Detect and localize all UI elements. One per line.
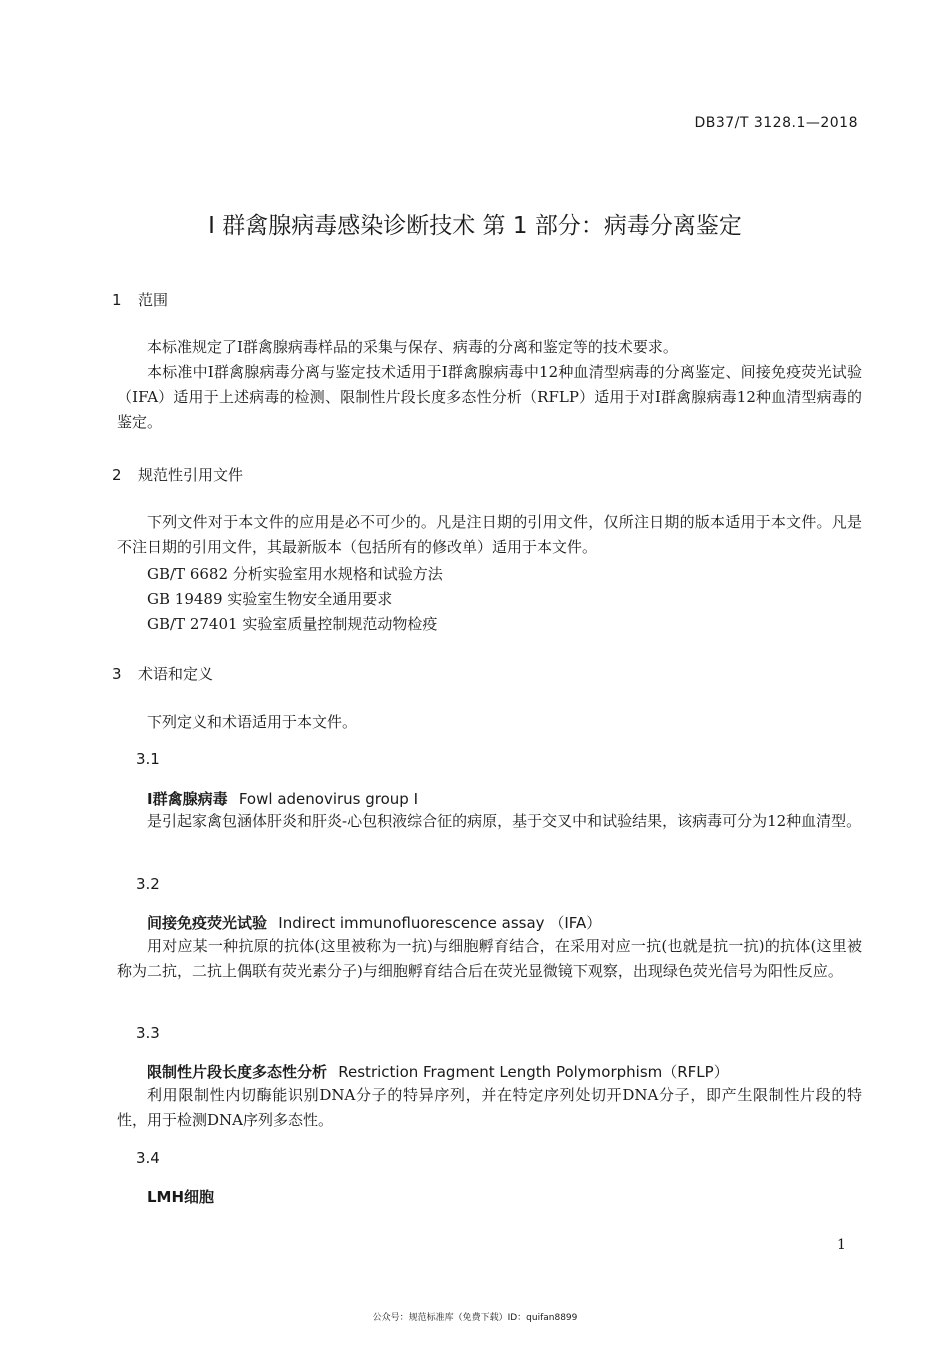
term-english: Indirect immunofluorescence assay （IFA）	[278, 914, 602, 932]
section-heading-1	[112, 289, 168, 310]
term-english: Restriction Fragment Length Polymorphism（RFLP）	[338, 1063, 729, 1081]
page-number: 1	[837, 1237, 846, 1253]
term-definition: 利用限制性内切酶能识别DNA分子的特异序列，并在特定序列处切开DNA分子，即产生限制性片段的特性，用于检测DNA序列多态性。	[117, 1086, 862, 1129]
term-number: 3.2	[136, 875, 160, 893]
term-title	[147, 788, 418, 809]
section-heading-3	[112, 663, 213, 684]
term-number: 3.3	[136, 1024, 160, 1042]
paragraph: 本标准中I群禽腺病毒分离与鉴定技术适用于I群禽腺病毒中12种血清型病毒的分离鉴定、间接免疫荧光试验（IFA）适用于上述病毒的检测、限制性片段长度多态性分析（RFLP）适用于对I群禽腺病毒12种血清型病毒的鉴定。	[117, 363, 862, 431]
term-chinese: 限制性片段长度多态性分析	[147, 1063, 328, 1081]
term-number: 3.1	[136, 750, 160, 768]
reference-item: GB 19489 实验室生物安全通用要求	[147, 590, 393, 608]
reference-item: GB/T 6682 分析实验室用水规格和试验方法	[147, 565, 443, 583]
reference-item: GB/T 27401 实验室质量控制规范动物检疫	[147, 615, 438, 633]
paragraph: 下列文件对于本文件的应用是必不可少的。凡是注日期的引用文件，仅所注日期的版本适用于本文件。凡是不注日期的引用文件，其最新版本（包括所有的修改单）适用于本文件。	[117, 513, 862, 556]
section-number: 1	[112, 291, 122, 309]
section-number: 3	[112, 665, 122, 683]
term-definition: 是引起家禽包涵体肝炎和肝炎-心包积液综合征的病原，基于交叉中和试验结果，该病毒可分为12种血清型。	[147, 812, 862, 830]
term-chinese: I群禽腺病毒	[147, 790, 228, 808]
document-code: DB37/T 3128.1—2018	[694, 115, 858, 131]
section-number: 2	[112, 466, 122, 484]
paragraph: 本标准规定了I群禽腺病毒样品的采集与保存、病毒的分离和鉴定等的技术要求。	[147, 338, 678, 356]
section-heading-2	[112, 464, 243, 485]
section-title: 术语和定义	[138, 665, 214, 683]
term-title	[147, 1186, 214, 1207]
page-title: I 群禽腺病毒感染诊断技术 第 1 部分：病毒分离鉴定	[208, 213, 742, 239]
paragraph: 下列定义和术语适用于本文件。	[147, 713, 358, 731]
section-title: 范围	[138, 291, 169, 309]
term-number: 3.4	[136, 1149, 160, 1167]
term-title	[147, 1061, 729, 1082]
term-title	[147, 912, 601, 933]
term-definition: 用对应某一种抗原的抗体(这里被称为一抗)与细胞孵育结合，在采用对应一抗(也就是抗一抗)的抗体(这里被称为二抗，二抗上偶联有荧光素分子)与细胞孵育结合后在荧光显微镜下观察，出现绿色荧光信号为阳性反应。	[117, 937, 862, 980]
term-chinese: LMH细胞	[147, 1188, 215, 1206]
term-chinese: 间接免疫荧光试验	[147, 914, 268, 932]
footer-watermark: 公众号：规范标准库（免费下载）ID：quifan8899	[372, 1313, 578, 1323]
term-english: Fowl adenovirus group I	[238, 790, 419, 808]
section-title: 规范性引用文件	[138, 466, 244, 484]
